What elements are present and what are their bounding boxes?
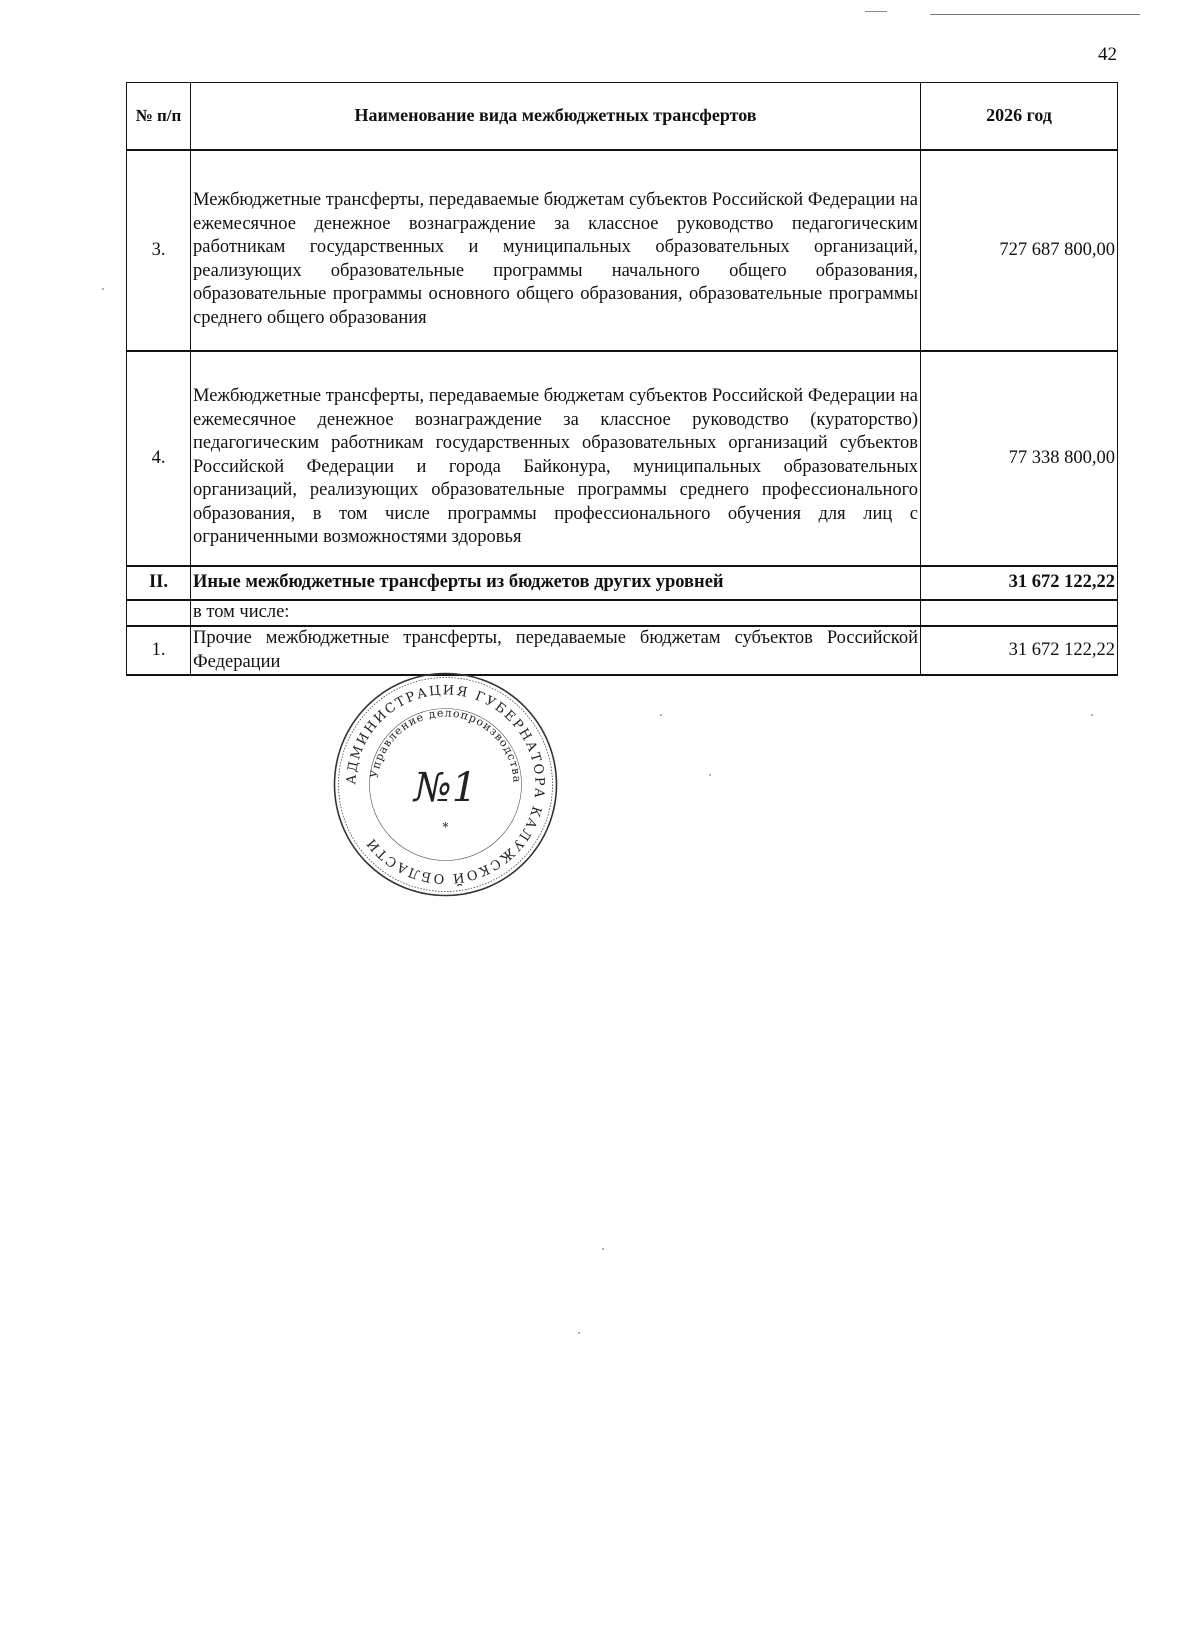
- row-num: 3.: [127, 150, 191, 351]
- seal-center-number: №1: [413, 765, 478, 811]
- page-number: 42: [1098, 44, 1117, 65]
- official-seal: [332, 671, 559, 898]
- header-year: 2026 год: [921, 83, 1118, 151]
- row-name: Прочие межбюджетные трансферты, передаваемые бюджетам субъектов Российской Федерации: [191, 626, 921, 675]
- row-name: Межбюджетные трансферты, передаваемые бюджетам субъектов Российской Федерации на ежемесячное денежное вознаграждение за классное руководство педагогическим работникам государственных и муниципальных образовательных организаций, реализующих образовательные программы начального общего образования, образовательные программы основного общего образования, образовательные программы среднего общего образования: [191, 150, 921, 351]
- row-amount: [921, 600, 1118, 626]
- seal-outer-text: АДМИНИСТРАЦИЯ ГУБЕРНАТОРА КАЛУЖСКОЙ ОБЛАСТИ: [344, 683, 547, 886]
- seal-star-icon: *: [442, 820, 449, 834]
- section-amount: 31 672 122,22: [921, 566, 1118, 600]
- section-name: Иные межбюджетные трансферты из бюджетов других уровней: [191, 566, 921, 600]
- scan-speck: [602, 1248, 604, 1250]
- scan-speck: [578, 1332, 580, 1334]
- header-name: Наименование вида межбюджетных трансфертов: [191, 83, 921, 151]
- transfers-table: [126, 82, 1118, 676]
- row-num: 4.: [127, 351, 191, 566]
- row-num: [127, 600, 191, 626]
- row-name: в том числе:: [191, 600, 921, 626]
- table-row: [127, 351, 1118, 566]
- row-name: Межбюджетные трансферты, передаваемые бюджетам субъектов Российской Федерации на ежемесячное денежное вознаграждение за классное руководство (кураторство) педагогическим работникам государственных образовательных организаций субъектов Российской Федерации и города Байконура, муниципальных образовательных организаций, реализующих образовательные программы среднего профессионального образования, в том числе программы профессионального обучения для лиц с ограниченными возможностями здоровья: [191, 351, 921, 566]
- scan-speck: [1091, 714, 1093, 716]
- row-amount: 77 338 800,00: [921, 351, 1118, 566]
- seal-inner-text: Управление делопроизводства: [367, 706, 524, 784]
- header-num: № п/п: [127, 83, 191, 151]
- scan-speck: [709, 774, 711, 776]
- table-row: [127, 150, 1118, 351]
- row-amount: 727 687 800,00: [921, 150, 1118, 351]
- scan-speck: [102, 288, 104, 290]
- scan-mark-line: [930, 14, 1140, 15]
- scan-speck: [660, 714, 662, 716]
- scan-mark-line: [865, 11, 887, 12]
- row-amount: 31 672 122,22: [921, 626, 1118, 675]
- table-header-row: [127, 83, 1118, 151]
- section-num: II.: [127, 566, 191, 600]
- table-row-section: [127, 566, 1118, 600]
- table-row: [127, 600, 1118, 626]
- table-row: [127, 626, 1118, 675]
- row-num: 1.: [127, 626, 191, 675]
